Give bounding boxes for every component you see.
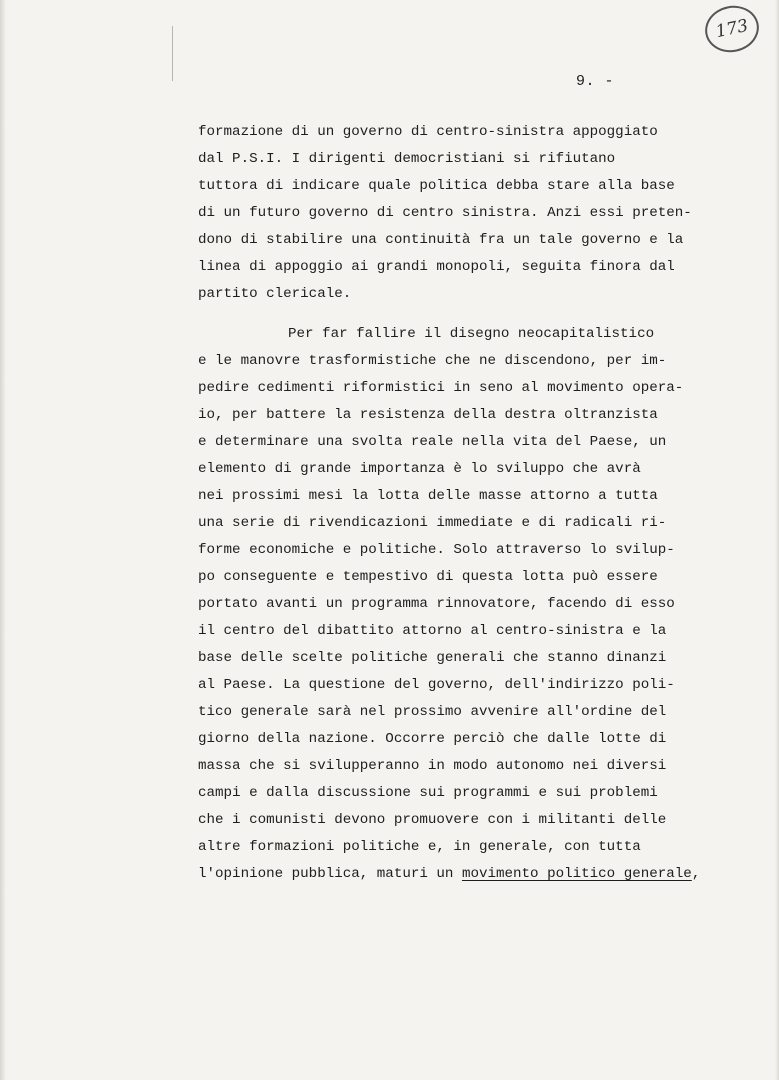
text-line: base delle scelte politiche generali che stanno dinanzi bbox=[198, 650, 667, 666]
text-line: portato avanti un programma rinnovatore, facendo di esso bbox=[198, 596, 675, 612]
text-line: elemento di grande importanza è lo sviluppo che avrà bbox=[198, 461, 641, 477]
text-line: che i comunisti devono promuovere con i militanti delle bbox=[198, 812, 667, 828]
margin-mark bbox=[172, 26, 173, 81]
text-line: campi e dalla discussione sui programmi e sui problemi bbox=[198, 785, 658, 801]
text-line: e le manovre trasformistiche che ne discendono, per im- bbox=[198, 353, 667, 369]
text-line: massa che si svilupperanno in modo autonomo nei diversi bbox=[198, 758, 667, 774]
archive-stamp bbox=[701, 1, 763, 57]
text-line: formazione di un governo di centro-sinistra appoggiato bbox=[198, 124, 658, 140]
text-line: forme economiche e politiche. Solo attraverso lo svilup- bbox=[198, 542, 675, 558]
text-line: al Paese. La questione del governo, dell'indirizzo poli- bbox=[198, 677, 675, 693]
text-line: una serie di rivendicazioni immediate e di radicali ri- bbox=[198, 515, 667, 531]
last-text-line bbox=[198, 861, 758, 888]
text-line: partito clericale. bbox=[198, 286, 352, 302]
paragraph-1 bbox=[198, 119, 758, 308]
underlined-phrase: movimento politico generale bbox=[461, 866, 692, 882]
text-line: nei prossimi mesi la lotta delle masse attorno a tutta bbox=[198, 488, 658, 504]
text-line: tuttora di indicare quale politica debba stare alla base bbox=[198, 178, 675, 194]
page-number: 9. - bbox=[576, 73, 615, 90]
text-line: po conseguente e tempestivo di questa lotta può essere bbox=[198, 569, 658, 585]
last-line-prefix: l'opinione pubblica, maturi un bbox=[198, 866, 462, 882]
text-line: e determinare una svolta reale nella vita del Paese, un bbox=[198, 434, 667, 450]
text-line: dal P.S.I. I dirigenti democristiani si rifiutano bbox=[198, 151, 616, 167]
paragraph-2 bbox=[198, 321, 758, 888]
text-line: tico generale sarà nel prossimo avvenire all'ordine del bbox=[198, 704, 667, 720]
text-line: altre formazioni politiche e, in generale, con tutta bbox=[198, 839, 641, 855]
stamp-number: 173 bbox=[714, 15, 750, 43]
text-line: Per far fallire il disegno neocapitalistico bbox=[288, 326, 655, 342]
text-line: dono di stabilire una continuità fra un tale governo e la bbox=[198, 232, 684, 248]
page-left-edge bbox=[0, 0, 6, 1080]
text-line: io, per battere la resistenza della destra oltranzista bbox=[198, 407, 658, 423]
text-line: il centro del dibattito attorno al centro-sinistra e la bbox=[198, 623, 667, 639]
text-line: pedire cedimenti riformistici in seno al movimento opera- bbox=[198, 380, 684, 396]
text-line: giorno della nazione. Occorre perciò che dalle lotte di bbox=[198, 731, 667, 747]
text-line: linea di appoggio ai grandi monopoli, seguita finora dal bbox=[198, 259, 675, 275]
text-line: di un futuro governo di centro sinistra. Anzi essi preten- bbox=[198, 205, 692, 221]
page-right-edge bbox=[775, 0, 779, 1080]
last-line-suffix: , bbox=[691, 866, 701, 882]
